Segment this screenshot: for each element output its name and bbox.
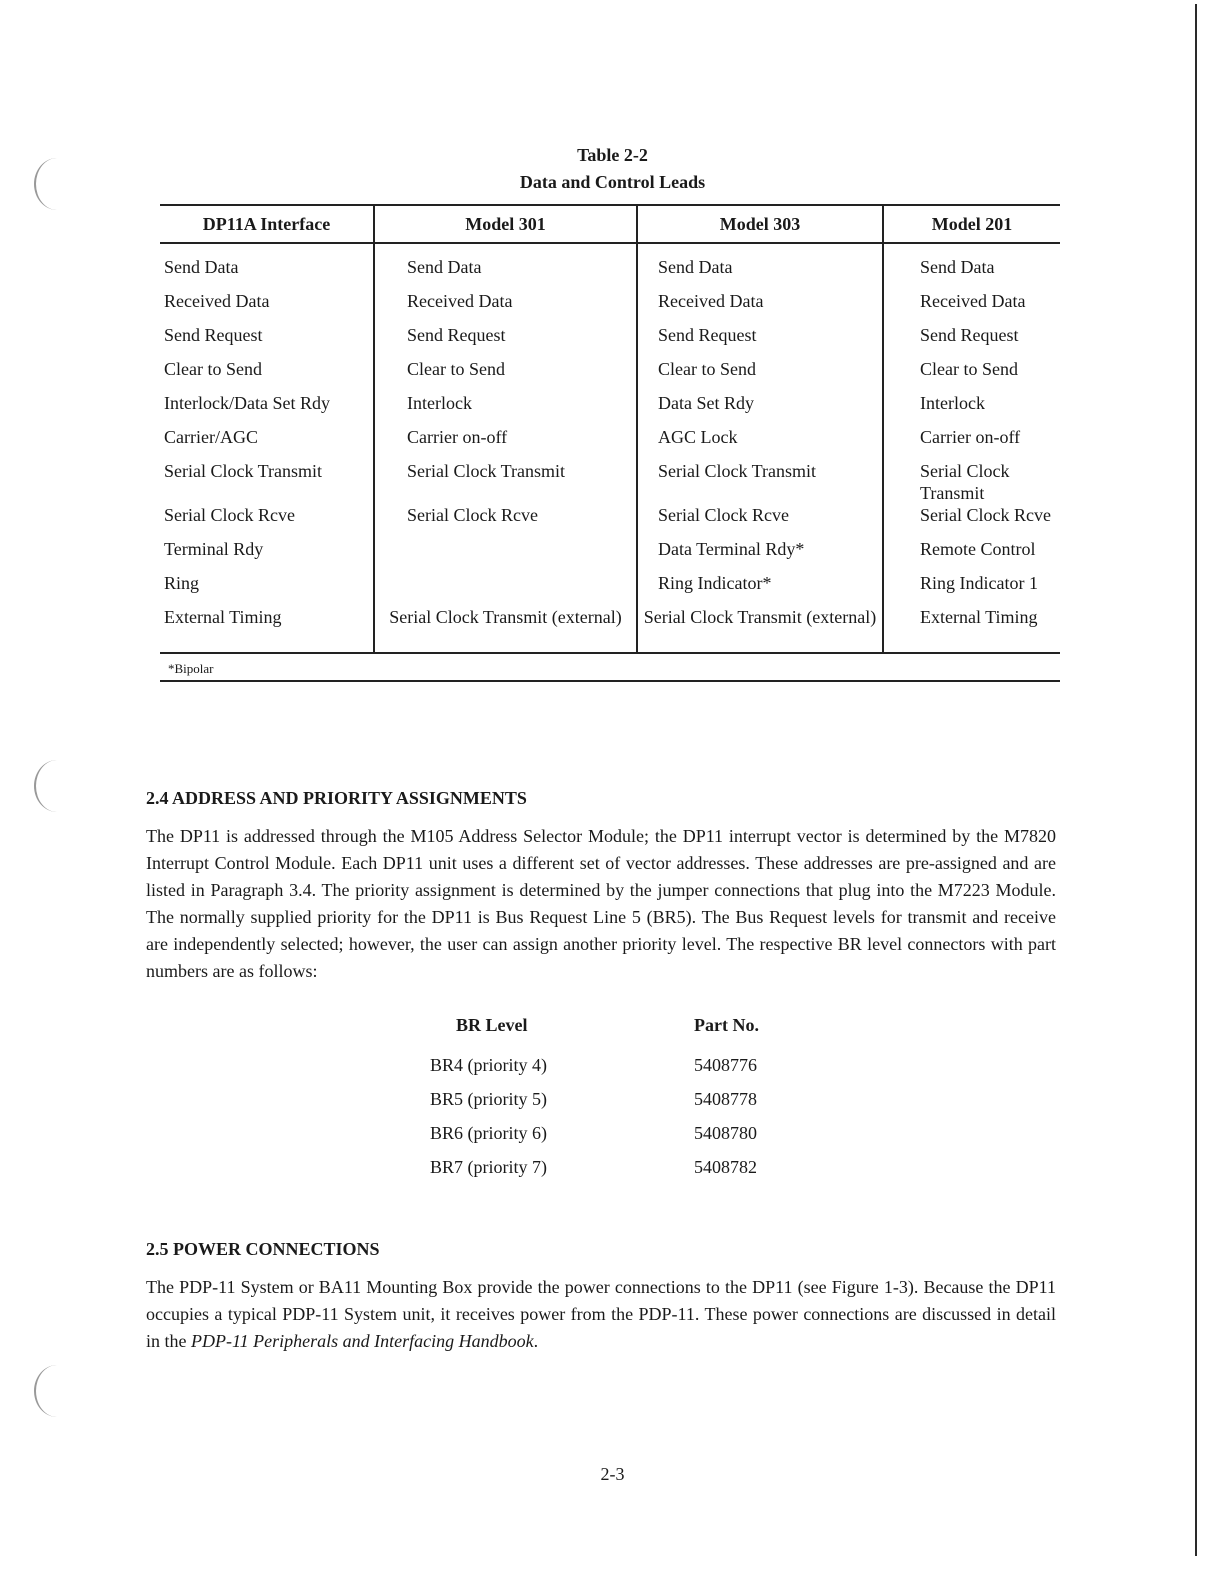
table-row [160, 392, 1060, 426]
table-cell: Send Request [883, 324, 1060, 358]
table-cell: Carrier/AGC [164, 427, 258, 447]
table-cell: AGC Lock [637, 426, 883, 460]
header-model-201: Model 201 [883, 205, 1060, 243]
table-row [160, 606, 1060, 653]
table-cell: Serial Clock Rcve [883, 504, 1060, 538]
br-level-cell: BR6 (priority 6) [430, 1123, 547, 1143]
header-model-303: Model 303 [637, 205, 883, 243]
table-cell: Ring Indicator* [637, 572, 883, 606]
table-cell: Send Request [637, 324, 883, 358]
table-cell: Send Request [164, 325, 263, 345]
section-2-5-body [146, 1274, 1056, 1355]
table-cell: Interlock [883, 392, 1060, 426]
table-row [160, 538, 1060, 572]
table-cell: Interlock [374, 392, 637, 426]
section-2-5-text: The PDP-11 System or BA11 Mounting Box provide the power connections to the DP11 (see Figure 1-3). Because the DP11 occupies a typical PDP-11 System unit, it receives power from the PDP-11. These power connections are discussed in detail in the [146, 1277, 1056, 1351]
table-cell: Send Request [374, 324, 637, 358]
table-cell: Serial Clock Transmit (external) [637, 606, 883, 653]
table-row [160, 572, 1060, 606]
section-2-5-heading: 2.5 POWER CONNECTIONS [146, 1239, 380, 1259]
table-cell [374, 538, 637, 572]
table-cell: Serial Clock Rcve [637, 504, 883, 538]
table-cell [374, 572, 637, 606]
table-cell: Serial Clock Transmit [374, 460, 637, 504]
table-row [160, 426, 1060, 460]
table-cell: Send Data [883, 243, 1060, 290]
table-cell: Data Set Rdy [637, 392, 883, 426]
part-no-cell: 5408782 [694, 1157, 757, 1177]
table-cell: Serial Clock Transmit [637, 460, 883, 504]
table-row [160, 460, 1060, 504]
table-row [160, 358, 1060, 392]
table-cell: Serial Clock Transmit (external) [374, 606, 637, 653]
table-cell: Remote Control [883, 538, 1060, 572]
br-level-cell: BR5 (priority 5) [430, 1089, 547, 1109]
table-cell: Received Data [637, 290, 883, 324]
table-cell: Carrier on-off [883, 426, 1060, 460]
table-title: Table 2-2 [577, 145, 648, 165]
table-cell: Send Data [637, 243, 883, 290]
part-no-cell: 5408780 [694, 1123, 757, 1143]
section-2-5-end: . [533, 1331, 539, 1351]
table-cell: Ring [164, 573, 200, 593]
table-cell: Serial Clock Rcve [374, 504, 637, 538]
table-cell: Send Data [374, 243, 637, 290]
handbook-title: PDP-11 Peripherals and Interfacing Handbook [191, 1331, 534, 1351]
part-no-cell: 5408778 [694, 1089, 757, 1109]
br-level-cell: BR4 (priority 4) [430, 1055, 547, 1075]
table-cell: Serial Clock Transmit [164, 461, 323, 481]
page-number: 2-3 [600, 1464, 625, 1484]
section-2-4-body: The DP11 is addressed through the M105 Address Selector Module; the DP11 interrupt vector is determined by the M7820 Interrupt Control Module. Each DP11 unit uses a different set of vector addresses. These addresses are pre-assigned and are listed in Paragraph 3.4. The priority assignment is determined by the jumper connections that plug into the M7223 Module. The normally supplied priority for the DP11 is Bus Request Line 5 (BR5). The Bus Request levels for transmit and receive are independently selected; however, the user can assign another priority level. The respective BR level connectors with part numbers are as follows: [146, 826, 1056, 981]
table-cell: Clear to Send [637, 358, 883, 392]
table-cell: Ring Indicator 1 [883, 572, 1060, 606]
table-cell: Clear to Send [164, 359, 262, 379]
table-cell: Clear to Send [374, 358, 637, 392]
section-2-4-heading: 2.4 ADDRESS AND PRIORITY ASSIGNMENTS [146, 788, 527, 808]
table-cell: Interlock/Data Set Rdy [164, 393, 330, 413]
table-cell: Received Data [164, 291, 270, 311]
page-edge-line [1195, 4, 1197, 1556]
table-subtitle: Data and Control Leads [519, 172, 706, 192]
table-footnote-row [160, 652, 1060, 682]
table-footnote: *Bipolar [168, 661, 214, 676]
br-level-header: BR Level [456, 1015, 528, 1035]
table-cell: Terminal Rdy [164, 539, 264, 559]
header-model-301: Model 301 [374, 205, 637, 243]
table-cell: Serial Clock Rcve [164, 505, 295, 525]
table-cell: External Timing [883, 606, 1060, 653]
data-control-leads-table [160, 204, 1060, 654]
table-cell: Data Terminal Rdy* [637, 538, 883, 572]
table-cell: Received Data [374, 290, 637, 324]
binder-hole-2 [34, 760, 80, 812]
table-cell: Send Data [164, 257, 239, 277]
table-cell: Clear to Send [883, 358, 1060, 392]
part-no-header: Part No. [694, 1015, 759, 1035]
table-row [160, 290, 1060, 324]
part-no-cell: 5408776 [694, 1055, 757, 1075]
table-header-row [160, 205, 1060, 243]
header-dp11a-interface: DP11A Interface [160, 205, 374, 243]
table-row [160, 243, 1060, 290]
br-level-cell: BR7 (priority 7) [430, 1157, 547, 1177]
table-cell: External Timing [160, 606, 374, 653]
table-row [160, 504, 1060, 538]
table-cell: Carrier on-off [374, 426, 637, 460]
table-row [160, 324, 1060, 358]
table-cell: Serial Clock Transmit [883, 460, 1060, 504]
table-cell: Received Data [883, 290, 1060, 324]
binder-hole-3 [34, 1365, 80, 1417]
